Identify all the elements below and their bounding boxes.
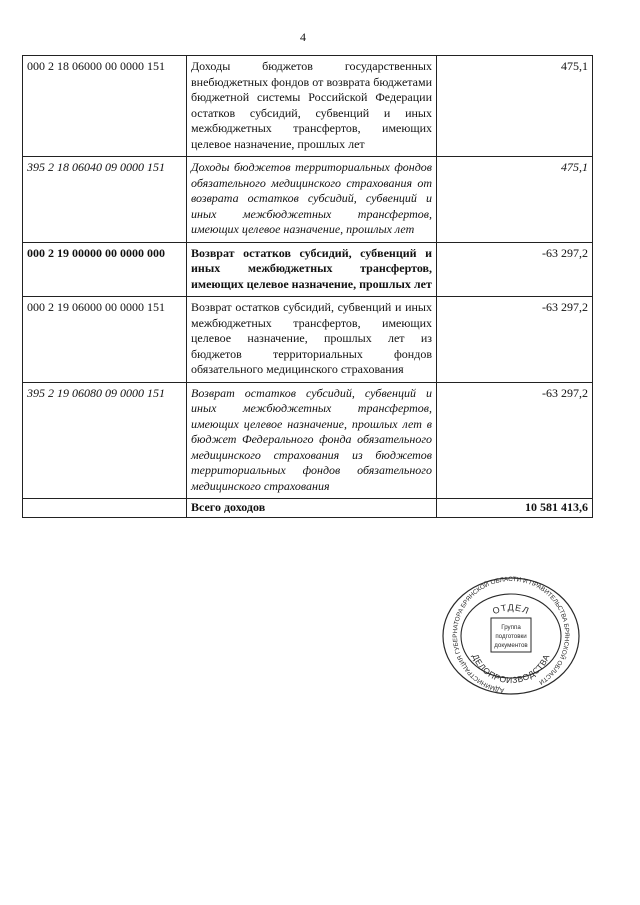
budget-code: 000 2 19 00000 00 0000 000 <box>23 242 187 297</box>
amount: -63 297,2 <box>437 382 593 499</box>
income-description: Возврат остатков субсидий, субвенций и иных межбюджетных трансфертов, имеющих целевое назначение, прошлых лет в бюджет Федерального фонда обязательного медицинского страхования из бюджетов территориальных фондов обязательного медицинского страхования <box>187 382 437 499</box>
total-row <box>23 499 593 518</box>
budget-code: 000 2 18 06000 00 0000 151 <box>23 56 187 157</box>
table-row <box>23 157 593 243</box>
table-row <box>23 382 593 499</box>
stamp-center-line: подготовки <box>495 633 527 640</box>
total-label: Всего доходов <box>187 499 437 518</box>
revenue-table <box>22 55 593 518</box>
table-row <box>23 56 593 157</box>
page-number: 4 <box>300 30 306 44</box>
total-code-empty <box>23 499 187 518</box>
table-row <box>23 242 593 297</box>
income-description: Доходы бюджетов территориальных фондов обязательного медицинского страхования от возврата остатков субсидий, субвенций и иных межбюджетных трансфертов, имеющих целевое назначение, прошлых лет <box>187 157 437 243</box>
stamp-center-line: документов <box>494 642 528 649</box>
income-description: Возврат остатков субсидий, субвенций и иных межбюджетных трансфертов, имеющих целевое назначение, прошлых лет из бюджетов территориальных фондов обязательного медицинского страхования <box>187 297 437 383</box>
stamp-title-bottom: ДЕЛОПРОИЗВОДСТВА <box>470 652 552 686</box>
stamp-ring-text: АДМИНИСТРАЦИЯ ГУБЕРНАТОРА БРЯНСКОЙ ОБЛАСТИ И ПРАВИТЕЛЬСТВА БРЯНСКОЙ ОБЛАСТИ <box>451 575 571 694</box>
amount: -63 297,2 <box>437 297 593 383</box>
official-stamp <box>436 574 586 698</box>
stamp-center-line: Группа <box>501 624 521 631</box>
income-description: Возврат остатков субсидий, субвенций и иных межбюджетных трансфертов, имеющих целевое назначение, прошлых лет <box>187 242 437 297</box>
budget-code: 000 2 19 06000 00 0000 151 <box>23 297 187 383</box>
amount: -63 297,2 <box>437 242 593 297</box>
budget-code: 395 2 19 06080 09 0000 151 <box>23 382 187 499</box>
income-description: Доходы бюджетов государственных внебюджетных фондов от возврата бюджетами бюджетной системы Российской Федерации остатков субсидий, субвенций и иных межбюджетных трансфертов, имеющих целевое назначение, прошлых лет <box>187 56 437 157</box>
amount: 475,1 <box>437 157 593 243</box>
budget-code: 395 2 18 06040 09 0000 151 <box>23 157 187 243</box>
amount: 475,1 <box>437 56 593 157</box>
total-amount: 10 581 413,6 <box>437 499 593 518</box>
stamp-title-top: ОТДЕЛ <box>491 602 532 617</box>
table-row <box>23 297 593 383</box>
